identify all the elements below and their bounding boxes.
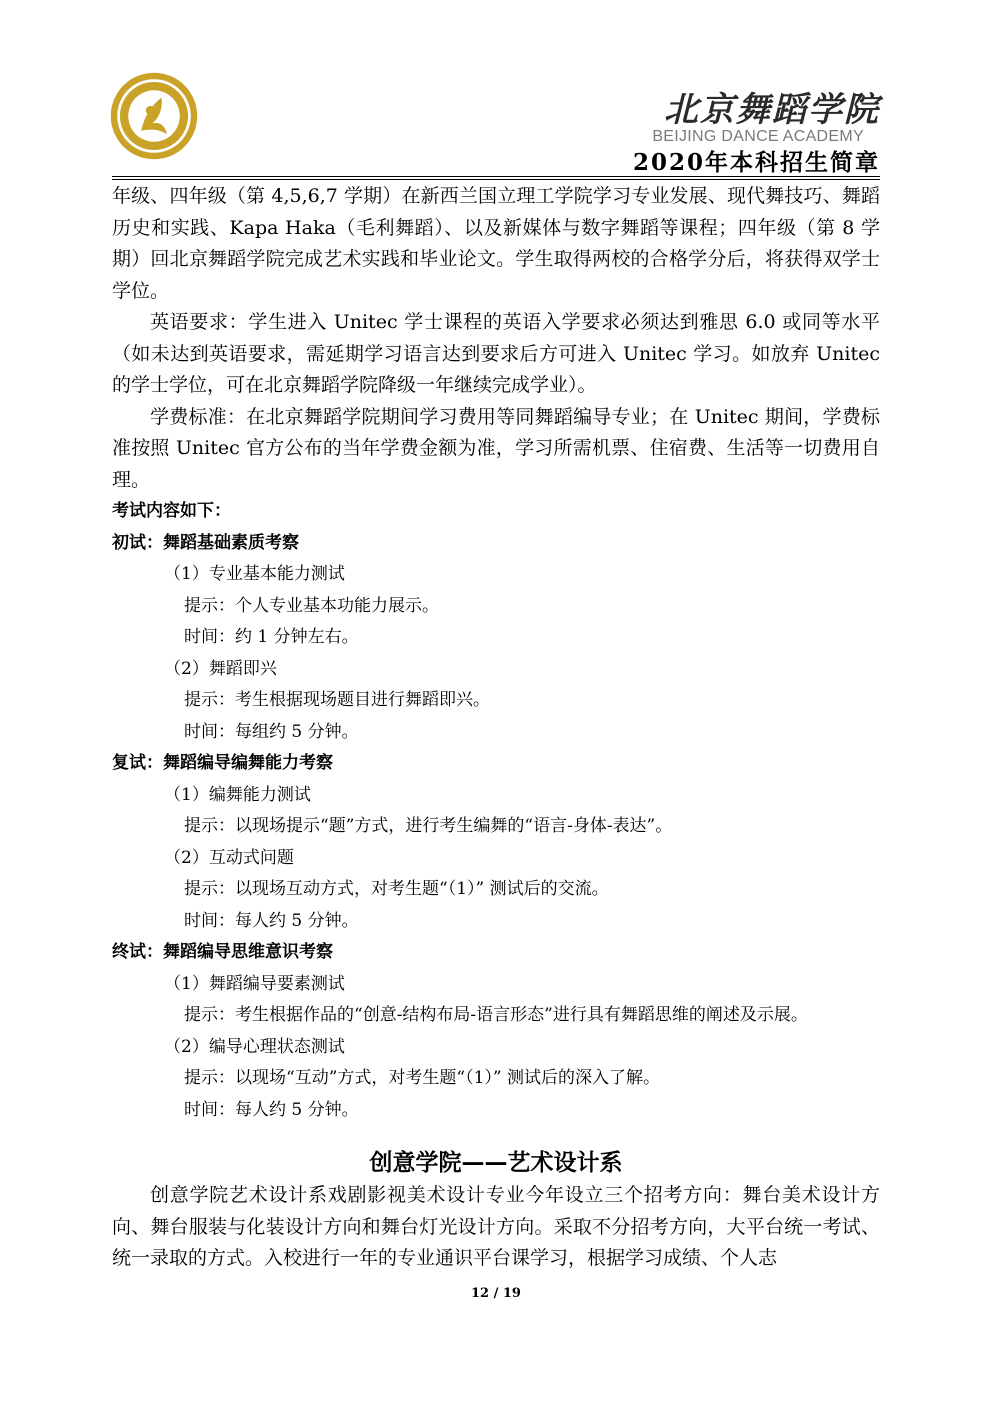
exam-item: （2）编导心理状态测试 bbox=[164, 1036, 345, 1057]
brand-chinese-name: 北京舞蹈学院 bbox=[664, 90, 880, 130]
exam-heading: 考试内容如下： bbox=[112, 501, 231, 521]
exam-item: （2）舞蹈即兴 bbox=[164, 658, 277, 679]
section-title: 创意学院——艺术设计系 bbox=[369, 1150, 623, 1176]
page-content bbox=[112, 181, 880, 1275]
exam-time: 时间：约 1 分钟左右。 bbox=[184, 627, 359, 647]
brochure-subtitle: 2020年本科招生简章 bbox=[632, 149, 880, 176]
round-title: 初试：舞蹈基础素质考察 bbox=[112, 532, 299, 553]
exam-time: 时间：每人约 5 分钟。 bbox=[184, 910, 359, 931]
round-title: 复试：舞蹈编导编舞能力考察 bbox=[112, 753, 333, 773]
exam-hint: 提示：个人专业基本功能力展示。 bbox=[184, 595, 439, 616]
header-brand bbox=[480, 92, 880, 178]
academy-seal-logo bbox=[108, 70, 200, 162]
paragraph: 学费标准：在北京舞蹈学院期间学习费用等同舞蹈编导专业；在 Unitec 期间，学费标准按照 Unitec 官方公布的当年学费金额为准，学习所需机票、住宿费、生活等一切费用自理。 bbox=[112, 405, 880, 491]
exam-item: （1）编舞能力测试 bbox=[164, 784, 311, 805]
exam-time: 时间：每人约 5 分钟。 bbox=[184, 1099, 359, 1120]
header-rule-thin bbox=[112, 179, 880, 180]
exam-time: 时间：每组约 5 分钟。 bbox=[184, 721, 359, 742]
exam-hint: 提示：以现场互动方式，对考生题“（1）” 测试后的交流。 bbox=[184, 879, 609, 899]
exam-item: （1）专业基本能力测试 bbox=[164, 564, 345, 584]
paragraph: 年级、四年级（第 4,5,6,7 学期）在新西兰国立理工学院学习专业发展、现代舞技巧、舞蹈历史和实践、Kapa Haka（毛利舞蹈）、以及新媒体与数字舞蹈等课程；四年级（第 8 学期）回北京舞蹈学院完成艺术实践和毕业论文。学生取得两校的合格学分后，将获得双学士学位。 bbox=[112, 185, 880, 302]
exam-hint: 提示：考生根据作品的“创意-结构布局-语言形态”进行具有舞蹈思维的阐述及示展。 bbox=[184, 1005, 808, 1025]
exam-hint: 提示：以现场“互动”方式，对考生题“（1）” 测试后的深入了解。 bbox=[184, 1068, 660, 1088]
exam-item: （2）互动式问题 bbox=[164, 847, 294, 868]
exam-item: （1）舞蹈编导要素测试 bbox=[164, 973, 345, 994]
round-title: 终试：舞蹈编导思维意识考察 bbox=[112, 942, 333, 962]
page-number: 12 / 19 bbox=[471, 1286, 521, 1301]
brand-english-name: BEIJING DANCE ACADEMY bbox=[652, 128, 864, 145]
header-rule bbox=[112, 176, 880, 177]
paragraph: 英语要求：学生进入 Unitec 学士课程的英语入学要求必须达到雅思 6.0 或同等水平（如未达到英语要求，需延期学习语言达到要求后方可进入 Unitec 学习。如放弃 Unitec 的学士学位，可在北京舞蹈学院降级一年继续完成学业）。 bbox=[112, 311, 880, 396]
exam-hint: 提示：考生根据现场题目进行舞蹈即兴。 bbox=[184, 690, 490, 710]
exam-hint: 提示：以现场提示“题”方式，进行考生编舞的“语言-身体-表达”。 bbox=[184, 816, 673, 836]
paragraph: 创意学院艺术设计系戏剧影视美术设计专业今年设立三个招考方向：舞台美术设计方向、舞台服装与化装设计方向和舞台灯光设计方向。采取不分招考方向，大平台统一考试、统一录取的方式。入校进行一年的专业通识平台课学习，根据学习成绩、个人志 bbox=[112, 1184, 880, 1269]
